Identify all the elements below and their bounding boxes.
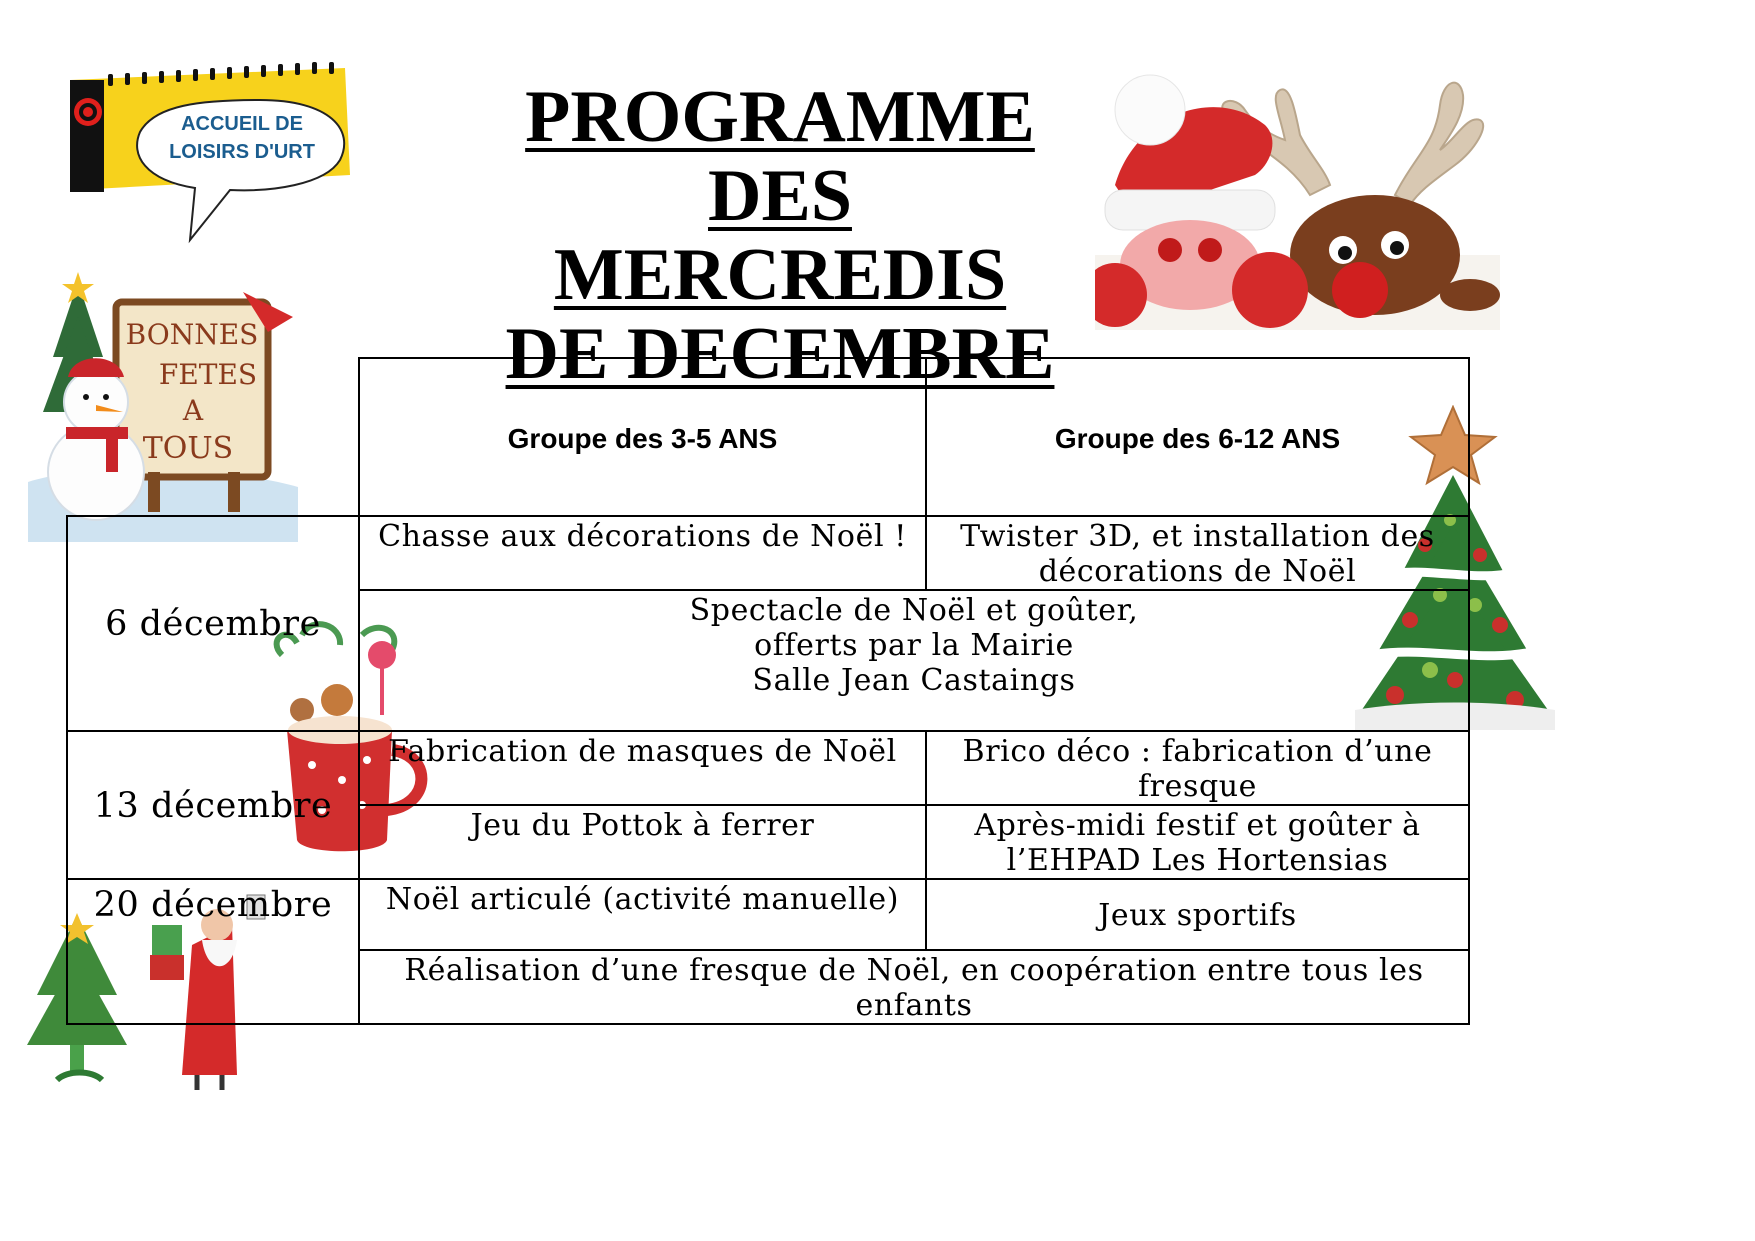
santa-reindeer-illustration [1095,55,1500,330]
logo-film-strip [70,80,104,192]
logo-line1: ACCUEIL DE [181,113,303,135]
sign-line3: A [182,394,204,427]
header-group-6-12: Groupe des 6-12 ANS [926,358,1469,516]
shared-line: Salle Jean Castaings [752,663,1076,698]
activity-6-12-week3: Jeux sportifs [926,879,1469,950]
sign-line1: BONNES [125,318,259,351]
activity-3-5-week2-b: Jeu du Pottok à ferrer [359,805,926,879]
shared-activity-week3: Réalisation d’une fresque de Noël, en coopération entre tous les enfants [359,950,1469,1024]
reindeer-nose [1332,262,1388,318]
activity-6-12-week1: Twister 3D, et installation des décorations de Noël [926,516,1469,590]
shared-line: Spectacle de Noël et goûter, [689,593,1139,628]
activity-3-5-week3: Noël articulé (activité manuelle) [359,879,926,950]
shared-activity-week1 [359,590,1469,731]
date-20-decembre: 20 décembre [67,879,359,1024]
target-icon [74,98,102,126]
date-13-decembre: 13 décembre [67,731,359,879]
date-6-decembre: 6 décembre [67,516,359,731]
sign-line2: FETES [158,358,258,391]
sign-line4: TOUS [142,431,234,466]
page-title [470,78,1090,394]
table-row [67,879,1469,950]
table-corner [67,358,359,516]
title-line2: MERCREDIS [553,234,1007,316]
table-row [67,516,1469,590]
title-line1: PROGRAMME DES [525,76,1035,237]
activity-6-12-week2-b: Après-midi festif et goûter à l’EHPAD Les Hortensias [926,805,1469,879]
header-group-3-5: Groupe des 3-5 ANS [359,358,926,516]
shared-line: offerts par la Mairie [754,628,1074,663]
activity-3-5-week1: Chasse aux décorations de Noël ! [359,516,926,590]
logo-line2: LOISIRS D'URT [169,141,315,163]
programme-table [66,357,1470,1025]
table-header-row [67,358,1469,516]
logo-accueil-de-loisirs [70,60,360,245]
title-line3: DE DECEMBRE [505,313,1055,395]
table-row [67,731,1469,805]
activity-3-5-week2-a: Fabrication de masques de Noël [359,731,926,805]
activity-6-12-week2-a: Brico déco : fabrication d’une fresque [926,731,1469,805]
